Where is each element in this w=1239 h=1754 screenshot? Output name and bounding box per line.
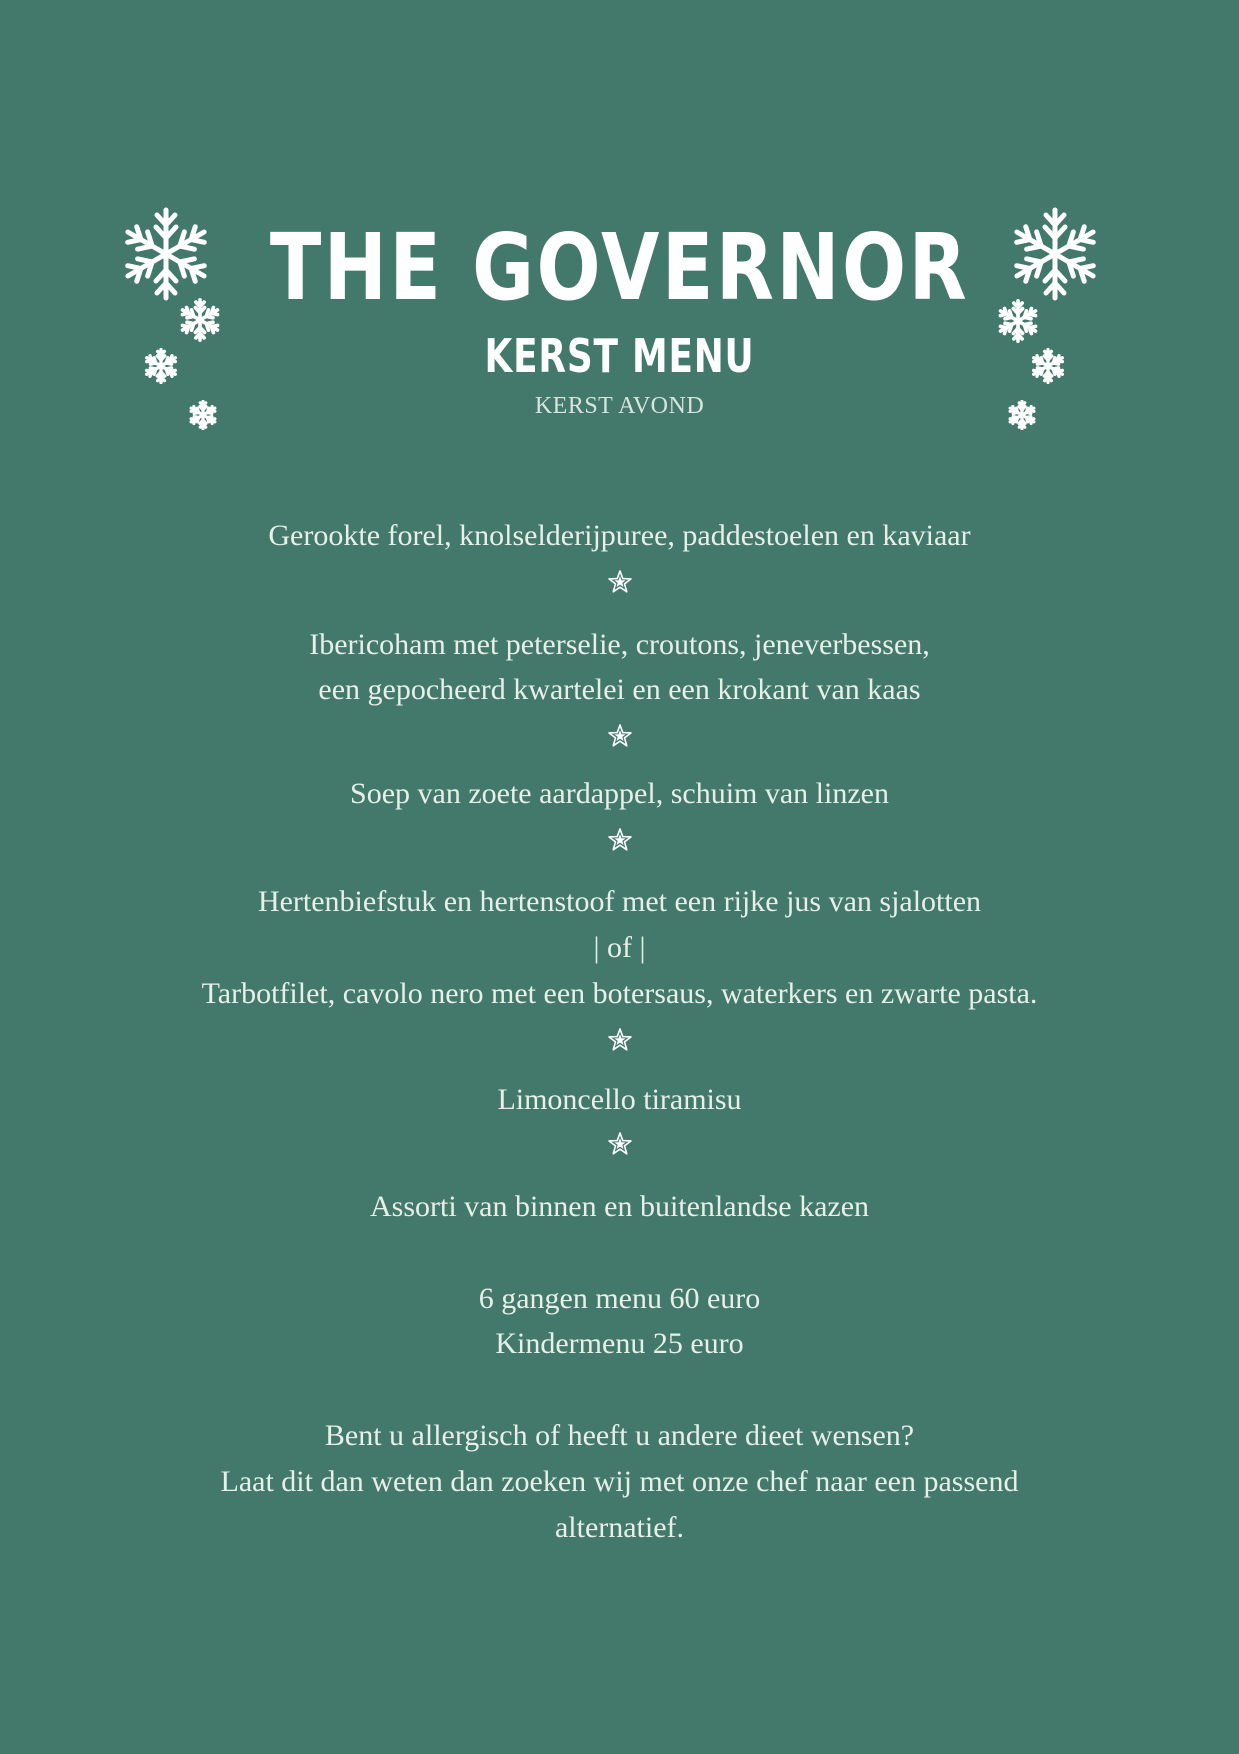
allergy-note-line-2: Laat dit dan weten dan zoeken wij met onze chef naar een passend [220, 1465, 1019, 1498]
occasion-label: KERST AVOND [534, 393, 705, 419]
allergy-note-line-1: Bent u allergisch of heeft u andere dieet wensen? [324, 1419, 915, 1452]
page-title: THE GOVERNOR [269, 214, 970, 321]
course-4-option-1: Hertenbiefstuk en hertenstoof met een rijke jus van sjalotten [257, 885, 982, 918]
menu-price: 6 gangen menu 60 euro [478, 1282, 761, 1315]
course-6: Assorti van binnen en buitenlandse kazen [369, 1190, 870, 1223]
star-icon [608, 1132, 632, 1156]
star-icon [608, 570, 632, 594]
menu-subtitle: KERST MENU [484, 329, 755, 383]
course-5: Limoncello tiramisu [497, 1083, 742, 1116]
star-icon [608, 724, 632, 748]
course-2-line-2: een gepocheerd kwartelei en een krokant van kaas [318, 673, 921, 706]
course-4-option-2: Tarbotfilet, cavolo nero met een botersaus, waterkers en zwarte pasta. [201, 977, 1038, 1010]
course-4-separator: | of | [593, 931, 646, 964]
star-icon [608, 1028, 632, 1052]
course-2-line-1: Ibericoham met peterselie, croutons, jeneverbessen, [309, 628, 930, 661]
course-3: Soep van zoete aardappel, schuim van linzen [350, 777, 889, 810]
star-icon [608, 828, 632, 852]
allergy-note-line-3: alternatief. [554, 1511, 685, 1544]
course-1: Gerookte forel, knolselderijpuree, paddestoelen en kaviaar [268, 519, 971, 552]
kids-menu-price: Kindermenu 25 euro [495, 1327, 744, 1360]
